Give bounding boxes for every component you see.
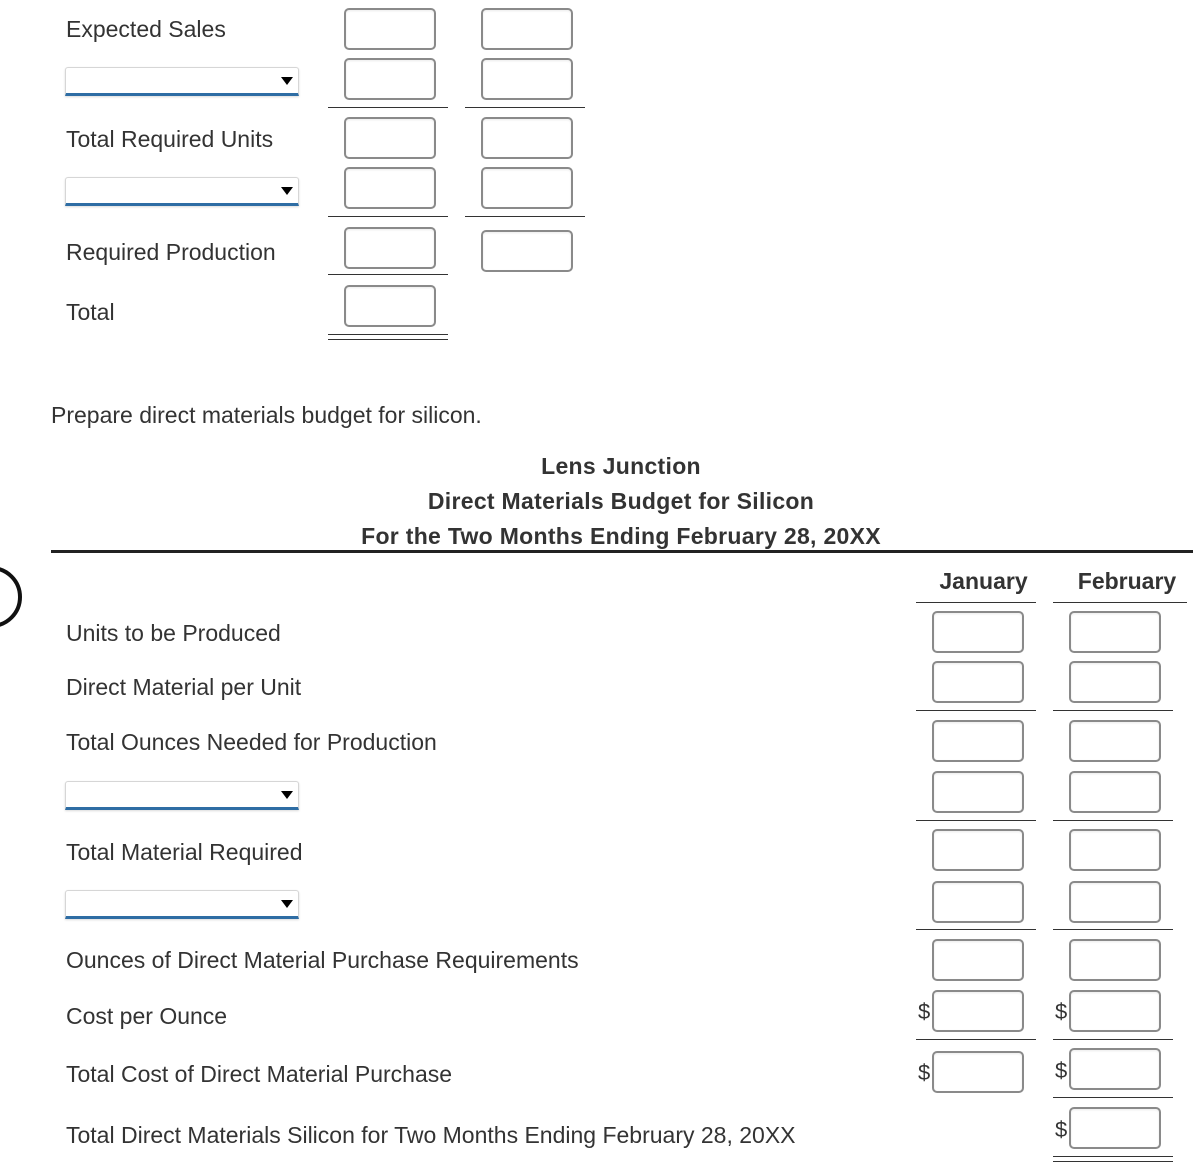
column-header-january: January — [939, 568, 1028, 594]
production-total-input[interactable] — [344, 285, 436, 327]
materials-line1-february-input[interactable] — [1069, 771, 1161, 813]
materials-line1-january-input[interactable] — [932, 771, 1024, 813]
subtotal-rule — [328, 107, 448, 108]
production-line2-input-col2[interactable] — [481, 167, 573, 209]
materials-line-select-2[interactable] — [65, 890, 299, 919]
expected-sales-input-col2[interactable] — [481, 8, 573, 50]
production-line1-input-col2[interactable] — [481, 58, 573, 100]
dollar-sign: $ — [918, 999, 931, 1024]
row-label-expected-sales: Expected Sales — [66, 16, 226, 42]
production-line-select-1[interactable] — [65, 67, 299, 96]
instruction-text: Prepare direct materials budget for silicon. — [51, 402, 482, 428]
total-required-units-input-col1[interactable] — [344, 117, 436, 159]
row-label-ounces-purchase-requirements: Ounces of Direct Material Purchase Requirements — [66, 947, 579, 973]
units-produced-february-input[interactable] — [1069, 611, 1161, 653]
subtotal-rule — [1053, 1039, 1173, 1040]
total-double-rule — [1053, 1156, 1173, 1162]
row-label-direct-material-per-unit: Direct Material per Unit — [66, 674, 302, 700]
column-header-february: February — [1077, 568, 1177, 594]
total-cost-january-input[interactable] — [932, 1051, 1024, 1093]
subtotal-rule — [1053, 710, 1173, 711]
subtotal-rule — [465, 216, 585, 217]
subtotal-rule — [916, 820, 1036, 821]
row-label-total-material-required: Total Material Required — [66, 839, 303, 865]
total-double-rule — [328, 334, 448, 340]
circle-marker — [0, 566, 22, 628]
budget-period: For the Two Months Ending February 28, 20XX — [361, 523, 881, 549]
column-header-rule — [1053, 602, 1187, 603]
dollar-sign: $ — [1055, 1117, 1068, 1142]
header-rule — [51, 550, 1193, 553]
subtotal-rule — [1053, 929, 1173, 930]
chevron-down-icon — [281, 187, 293, 195]
row-label-required-production: Required Production — [66, 239, 276, 265]
subtotal-rule — [328, 216, 448, 217]
material-per-unit-january-input[interactable] — [932, 661, 1024, 703]
row-label-total-required-units: Total Required Units — [66, 126, 274, 152]
materials-line-select-1[interactable] — [65, 781, 299, 810]
ounces-purchase-january-input[interactable] — [932, 939, 1024, 981]
total-material-january-input[interactable] — [932, 829, 1024, 871]
subtotal-rule — [328, 274, 448, 275]
dollar-sign: $ — [918, 1060, 931, 1085]
dollar-sign: $ — [1055, 1058, 1068, 1083]
units-produced-january-input[interactable] — [932, 611, 1024, 653]
total-cost-february-input[interactable] — [1069, 1048, 1161, 1090]
subtotal-rule — [1053, 1097, 1173, 1098]
row-label-total: Total — [66, 299, 115, 325]
row-label-units-to-be-produced: Units to be Produced — [66, 620, 281, 646]
row-label-total-cost-purchase: Total Cost of Direct Material Purchase — [66, 1061, 453, 1087]
chevron-down-icon — [281, 77, 293, 85]
chevron-down-icon — [281, 791, 293, 799]
total-two-months-input[interactable] — [1069, 1107, 1161, 1149]
total-ounces-february-input[interactable] — [1069, 720, 1161, 762]
column-header-rule — [916, 602, 1036, 603]
cost-per-ounce-february-input[interactable] — [1069, 990, 1161, 1032]
ounces-purchase-february-input[interactable] — [1069, 939, 1161, 981]
total-material-february-input[interactable] — [1069, 829, 1161, 871]
production-line-select-2[interactable] — [65, 177, 299, 206]
cost-per-ounce-january-input[interactable] — [932, 990, 1024, 1032]
total-required-units-input-col2[interactable] — [481, 117, 573, 159]
total-ounces-january-input[interactable] — [932, 720, 1024, 762]
chevron-down-icon — [281, 900, 293, 908]
subtotal-rule — [916, 929, 1036, 930]
materials-line2-january-input[interactable] — [932, 881, 1024, 923]
subtotal-rule — [916, 1039, 1036, 1040]
subtotal-rule — [1053, 820, 1173, 821]
materials-line2-february-input[interactable] — [1069, 881, 1161, 923]
dollar-sign: $ — [1055, 999, 1068, 1024]
subtotal-rule — [916, 710, 1036, 711]
production-line2-input-col1[interactable] — [344, 167, 436, 209]
row-label-total-two-months: Total Direct Materials Silicon for Two Months Ending February 28, 20XX — [66, 1122, 796, 1148]
subtotal-rule — [465, 107, 585, 108]
required-production-input-col1[interactable] — [344, 227, 436, 269]
production-line1-input-col1[interactable] — [344, 58, 436, 100]
material-per-unit-february-input[interactable] — [1069, 661, 1161, 703]
budget-title: Direct Materials Budget for Silicon — [427, 488, 815, 514]
company-name: Lens Junction — [541, 453, 701, 479]
row-label-cost-per-ounce: Cost per Ounce — [66, 1003, 228, 1029]
required-production-input-col2[interactable] — [481, 230, 573, 272]
expected-sales-input-col1[interactable] — [344, 8, 436, 50]
row-label-total-ounces-needed: Total Ounces Needed for Production — [66, 729, 437, 755]
